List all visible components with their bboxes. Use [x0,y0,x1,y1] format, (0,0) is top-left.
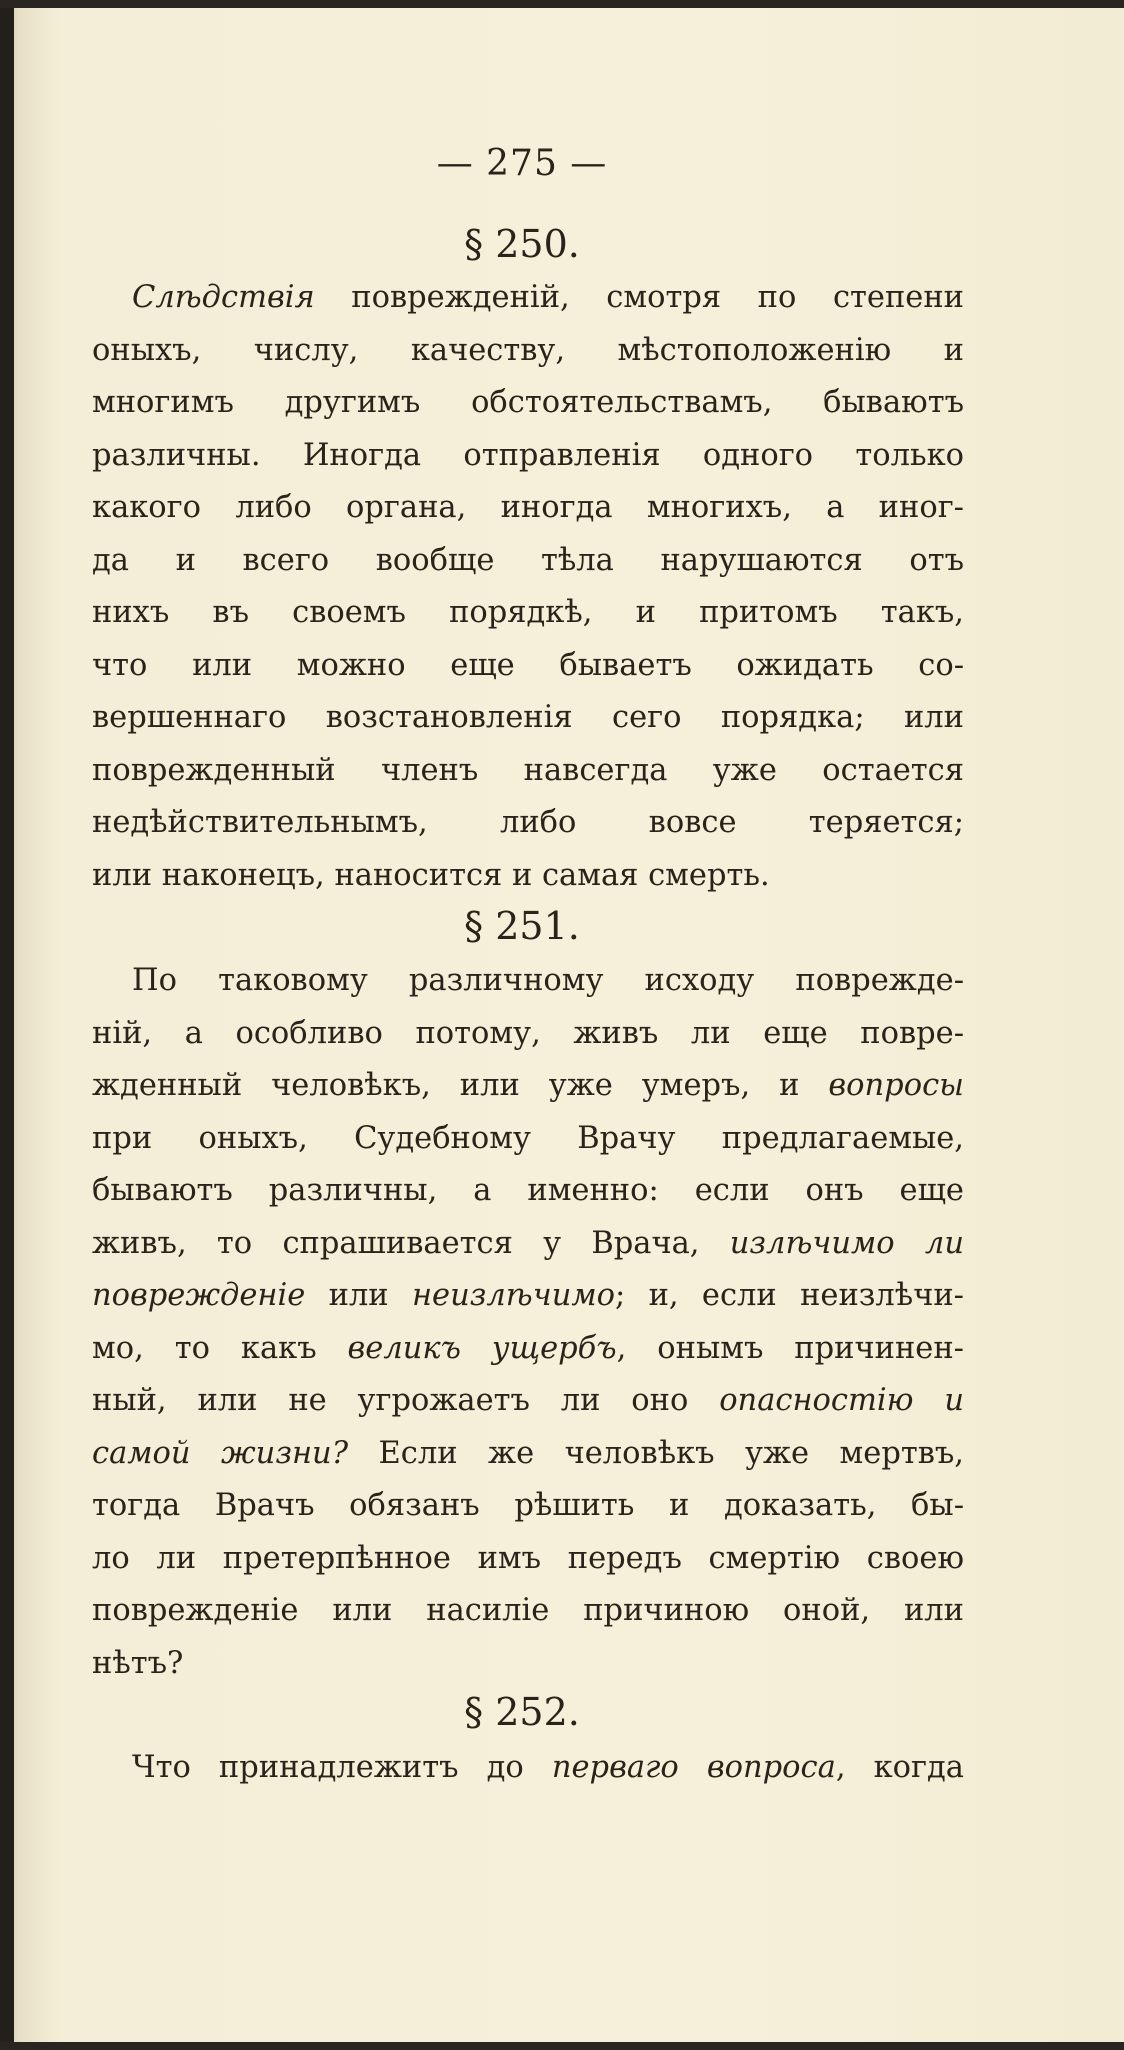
text-line: мо, то какъ великъ ущербъ, онымъ причинен- [92,1330,964,1366]
italic-term: великъ ущербъ [347,1330,617,1366]
text-line: что или можно еще бываетъ ожидать со- [92,647,964,683]
italic-term: поврежденіе [92,1278,306,1313]
italic-term: перваго вопроса [551,1750,836,1785]
text-line: жденный человѣкъ, или уже умеръ, и вопросы [92,1068,964,1103]
text-line: оныхъ, числу, качеству, мѣстоположенію и [92,332,964,368]
text-line: нихъ въ своемъ порядкѣ, и притомъ такъ, [92,595,964,630]
section-heading-251: § 251. [464,904,580,948]
binding-edge [0,0,14,2050]
text-line: поврежденіе или насиліе причиною оной, или [92,1593,964,1628]
scan-top-edge [0,0,1124,8]
italic-term: неизлѣчимо [411,1278,615,1313]
text-line: какого либо органа, иногда многихъ, а иног- [92,490,964,525]
text-line: поврежденіе или неизлѣчимо; и, если неизлѣчи- [92,1278,964,1313]
text-line: ный, или не угрожаетъ ли оно опасностію и [92,1383,964,1418]
text-line: различны. Иногда отправленія одного только [92,437,964,473]
italic-term: вопросы [828,1068,964,1103]
text-line: поврежденный членъ навсегда уже остается [92,752,964,788]
text-line: вершеннаго возстановленія сего порядка; или [92,700,964,735]
section-heading-252: § 252. [464,1690,580,1734]
text-line: самой жизни? Если же человѣкъ уже мертвъ, [92,1435,964,1471]
text-line: многимъ другимъ обстоятельствамъ, бываютъ [92,385,964,420]
section-252-text [92,1742,964,1795]
text-line: ло ли претерпѣнное имъ передъ смертію своею [92,1540,964,1576]
text-line: ній, а особливо потому, живъ ли еще повре- [92,1015,964,1051]
section-heading-250: § 250. [464,222,580,266]
italic-term: самой жизни? [92,1435,349,1471]
italic-term: излѣчимо ли [729,1225,964,1261]
text-line: живъ, то спрашивается у Врача, излѣчимо ли [92,1225,964,1261]
text-line: недѣйствительнымъ, либо вовсе теряется; [92,805,964,840]
page-number: — 275 — [436,143,608,184]
text-line: Что принадлежитъ до перваго вопроса, когда [132,1750,964,1785]
text-line: По таковому различному исходу поврежде- [132,963,964,998]
text-line: или наконецъ, наносится и самая смерть. [92,857,770,893]
text-line: тогда Врачъ обязанъ рѣшить и доказать, бы- [92,1488,964,1523]
text-line: при оныхъ, Судебному Врачу предлагаемые, [92,1120,964,1156]
section-250-text [92,272,964,902]
text-line: да и всего вообще тѣла нарушаются отъ [92,542,964,578]
scan-bottom-edge [0,2042,1124,2050]
italic-term: опасностію и [719,1383,964,1418]
text-line: нѣтъ? [92,1645,184,1681]
text-line: бываютъ различны, а именно: если онъ еще [92,1173,964,1208]
text-line: Слѣдствія поврежденій, смотря по степени [132,280,964,315]
italic-term: Слѣдствія [132,280,315,315]
section-251-text [92,955,964,1690]
